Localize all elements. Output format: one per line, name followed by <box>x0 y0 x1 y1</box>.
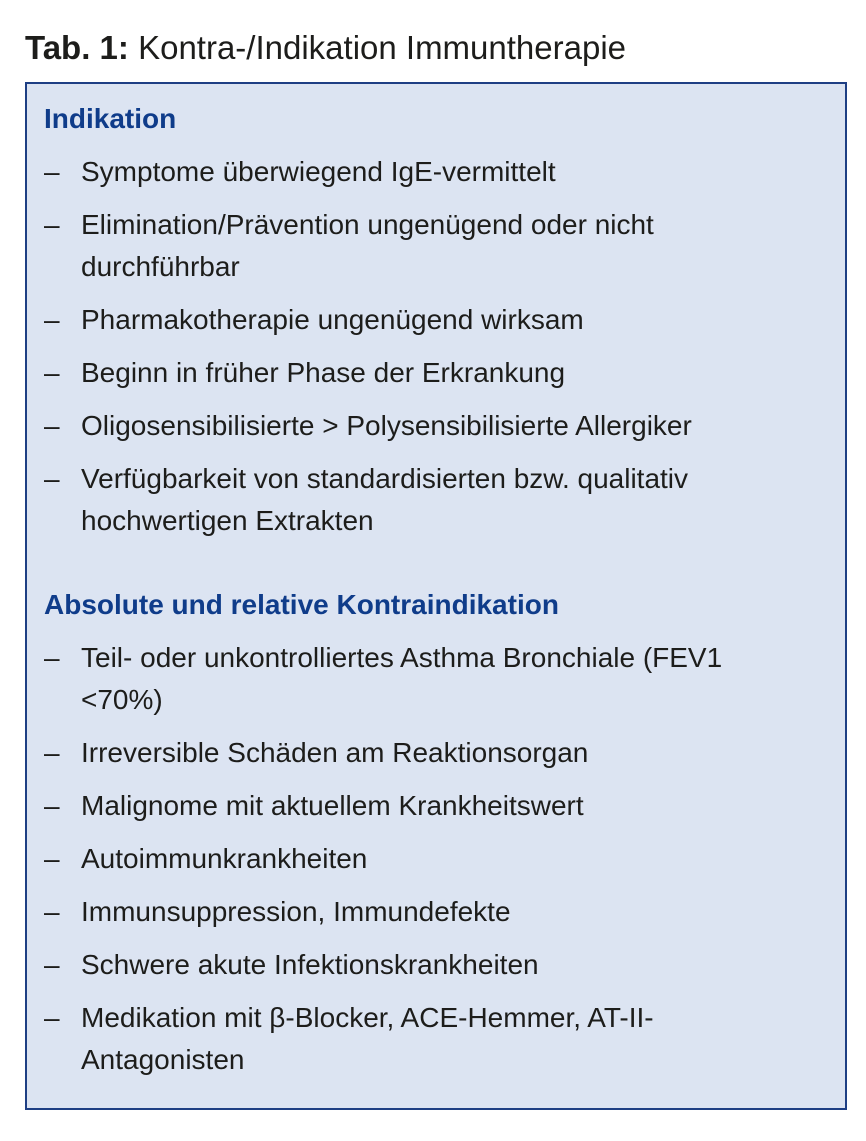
table-number: Tab. 1: <box>25 29 129 66</box>
list-item-text: Teil- oder unkontrolliertes Asthma Bronchiale (FEV1 <70%) <box>81 642 723 715</box>
list-item-text: Oligosensibilisierte > Polysensibilisierte Allergiker <box>81 410 692 441</box>
list-item-text: Malignome mit aktuellem Krankheitswert <box>81 790 584 821</box>
table-title <box>25 24 626 72</box>
dash-bullet: – <box>44 642 60 673</box>
list-item <box>44 997 681 1081</box>
list-item <box>44 838 829 880</box>
table-box <box>25 82 847 1110</box>
dash-bullet: – <box>44 790 60 821</box>
list-item <box>44 299 829 341</box>
dash-bullet: – <box>44 156 60 187</box>
list-item <box>44 352 829 394</box>
list-item-text: Symptome überwiegend IgE-vermittelt <box>81 156 556 187</box>
section-contraindication <box>44 584 829 1081</box>
list-item-text: Verfügbarkeit von standardisierten bzw. qualitativ hochwertigen Extrakten <box>81 463 689 536</box>
list-item <box>44 944 829 986</box>
dash-bullet: – <box>44 463 60 494</box>
list-item <box>44 405 829 447</box>
dash-bullet: – <box>44 1002 60 1033</box>
list-item-text: Irreversible Schäden am Reaktionsorgan <box>81 737 589 768</box>
list-item-text: Immunsuppression, Immundefekte <box>81 896 511 927</box>
list-item-text: Elimination/Prävention ungenügend oder nicht durchführbar <box>81 209 654 282</box>
list-item <box>44 204 681 288</box>
section-heading-contraindication: Absolute und relative Kontraindikation <box>44 589 559 620</box>
dash-bullet: – <box>44 357 60 388</box>
list-item <box>44 732 829 774</box>
dash-bullet: – <box>44 304 60 335</box>
indication-list <box>44 151 829 542</box>
list-item <box>44 637 741 721</box>
dash-bullet: – <box>44 949 60 980</box>
list-item-text: Beginn in früher Phase der Erkrankung <box>81 357 566 388</box>
list-item <box>44 891 829 933</box>
dash-bullet: – <box>44 896 60 927</box>
list-item <box>44 151 829 193</box>
list-item-text: Pharmakotherapie ungenügend wirksam <box>81 304 584 335</box>
list-item-text: Autoimmunkrankheiten <box>81 843 368 874</box>
list-item <box>44 785 829 827</box>
section-indication <box>44 98 829 542</box>
list-item <box>44 458 796 542</box>
table-title-text: Kontra-/Indikation Immuntherapie <box>138 29 627 66</box>
dash-bullet: – <box>44 410 60 441</box>
contraindication-list <box>44 637 829 1081</box>
dash-bullet: – <box>44 209 60 240</box>
dash-bullet: – <box>44 843 60 874</box>
list-item-text: Schwere akute Infektionskrankheiten <box>81 949 539 980</box>
list-item-text: Medikation mit β-Blocker, ACE-Hemmer, AT-II-Antagonisten <box>81 1002 654 1075</box>
dash-bullet: – <box>44 737 60 768</box>
section-spacer <box>44 542 829 584</box>
section-heading-indication: Indikation <box>44 103 177 134</box>
